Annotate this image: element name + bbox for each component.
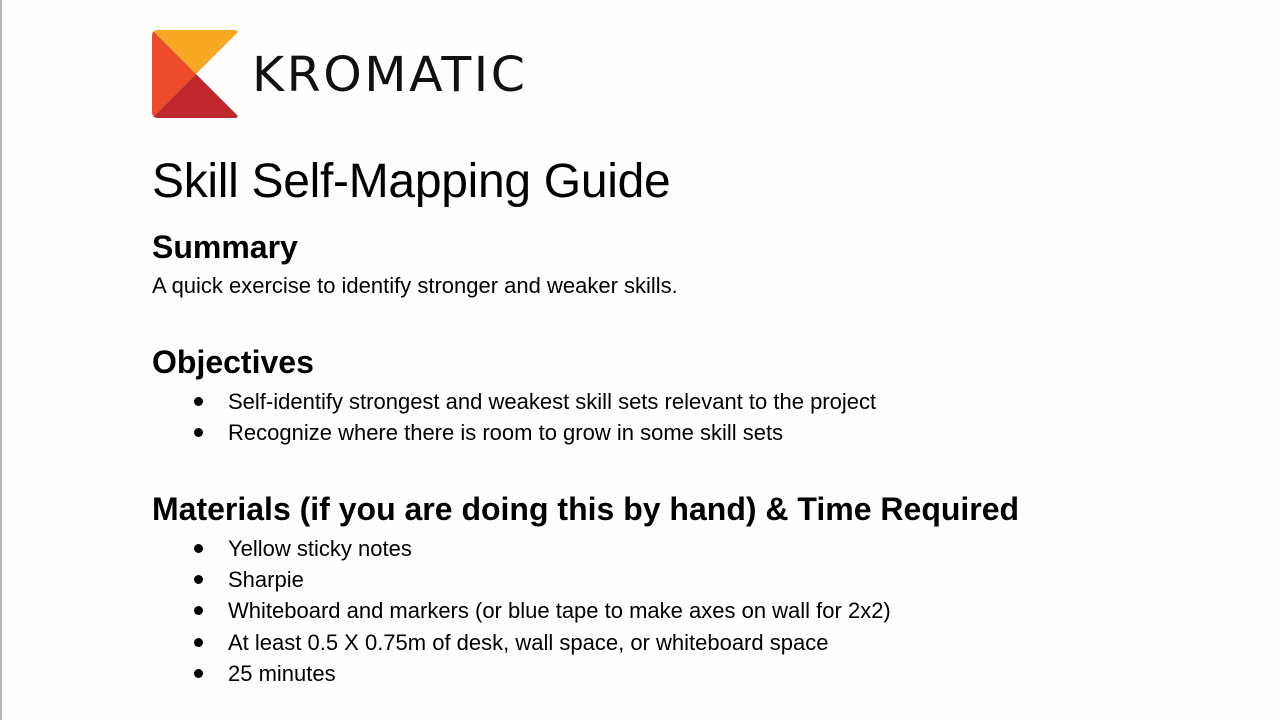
list-item <box>152 627 891 658</box>
list-item-text: Sharpie <box>228 567 304 593</box>
list-item-text: Recognize where there is room to grow in some skill sets <box>228 420 784 446</box>
document-title: Skill Self-Mapping Guide <box>152 155 671 208</box>
list-item-text: At least 0.5 X 0.75m of desk, wall space, or whiteboard space <box>228 629 829 655</box>
list-item <box>152 533 891 564</box>
bullet-icon <box>194 397 203 406</box>
bullet-icon <box>194 544 203 553</box>
kromatic-logo-icon <box>152 30 240 118</box>
bullet-icon <box>194 575 203 584</box>
bullet-icon <box>194 606 203 615</box>
materials-list <box>152 533 891 689</box>
list-item <box>152 417 876 448</box>
list-item <box>152 564 891 595</box>
kromatic-logo <box>152 30 582 120</box>
materials-heading: Materials (if you are doing this by hand) & Time Required <box>152 491 1020 527</box>
summary-text: A quick exercise to identify stronger and weaker skills. <box>152 273 678 298</box>
list-item <box>152 386 876 417</box>
list-item <box>152 595 891 626</box>
bullet-icon <box>194 669 203 678</box>
bullet-icon <box>194 638 203 647</box>
list-item-text: Self-identify strongest and weakest skill sets relevant to the project <box>228 389 877 414</box>
objectives-list <box>152 386 876 448</box>
objectives-heading: Objectives <box>152 344 314 380</box>
list-item-text: 25 minutes <box>228 660 336 686</box>
summary-heading: Summary <box>152 229 298 265</box>
logo-wordmark: KROMATIC <box>252 47 528 103</box>
bullet-icon <box>194 428 203 437</box>
list-item-text: Whiteboard and markers (or blue tape to make axes on wall for 2x2) <box>228 598 891 624</box>
list-item <box>152 658 891 689</box>
list-item-text: Yellow sticky notes <box>228 536 412 561</box>
